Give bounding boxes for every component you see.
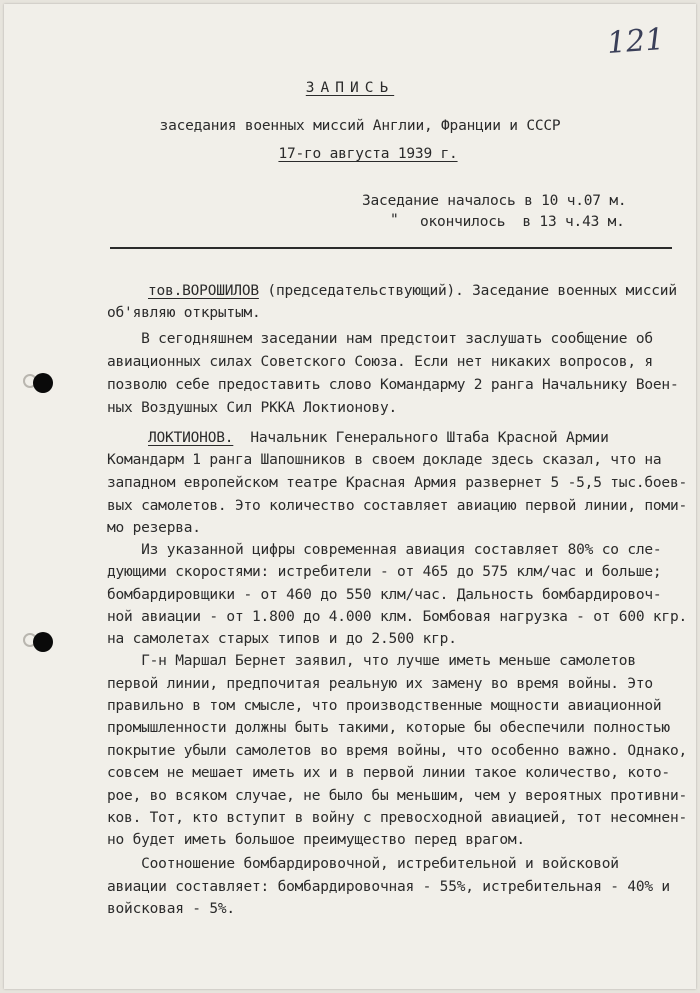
- paragraph-line: вых самолетов. Это количество составляет авиацию первой линии, поми-: [107, 498, 688, 514]
- paragraph-line: Соотношение бомбардировочной, истребительной и войсковой: [107, 856, 619, 872]
- start-time: Заседание началось в 10 ч.07 м.: [362, 193, 627, 209]
- paragraph-line: авиации составляет: бомбардировочная - 55%, истребительная - 40% и: [107, 879, 670, 895]
- paragraph-line: на самолетах старых типов и до 2.500 кгр.: [107, 631, 457, 647]
- paragraph-line: войсковая - 5%.: [107, 901, 235, 917]
- speaker-name: тов.ВОРОШИЛОВ: [148, 283, 259, 299]
- paragraph-line: позволю себе предоставить слово Командарму 2 ранга Начальнику Воен-: [107, 377, 679, 393]
- ditto-mark: ": [390, 212, 399, 228]
- paragraph-line: дующими скоростями: истребители - от 465 до 575 клм/час и больше;: [107, 564, 662, 580]
- paragraph-line: западном европейском театре Красная Армия развернет 5 -5,5 тыс.боев-: [107, 475, 688, 491]
- paragraph-line: об'являю открытым.: [107, 305, 261, 321]
- folio-number: 121: [605, 22, 666, 61]
- document-date: 17-го августа 1939 г.: [278, 146, 458, 162]
- paragraph-line: покрытие убыли самолетов во время войны, что особенно важно. Однако,: [107, 743, 688, 759]
- paragraph-line: мо резерва.: [107, 520, 201, 536]
- paragraph-line: промышленности должны быть такими, которые бы обеспечили полностью: [107, 720, 670, 736]
- paragraph-line: рое, во всяком случае, не было бы меньшим, чем у вероятных противни-: [107, 788, 688, 804]
- paragraph-line: [148, 283, 677, 299]
- paragraph-line: В сегодняшнем заседании нам предстоит заслушать сообщение об: [107, 331, 653, 347]
- paragraph-line: ной авиации - от 1.800 до 4.000 клм. Бомбовая нагрузка - от 600 кгр.: [107, 609, 688, 625]
- document-title: ЗАПИСЬ: [305, 80, 395, 96]
- speaker-name: ЛОКТИОНОВ.: [148, 430, 234, 446]
- paragraph-line: Г-н Маршал Бернет заявил, что лучше иметь меньше самолетов: [107, 653, 636, 669]
- paragraph-text: (председательствующий). Заседание военных миссий: [258, 283, 677, 299]
- paragraph-line: бомбардировщики - от 460 до 550 клм/час. Дальность бомбардировоч-: [107, 587, 662, 603]
- paragraph-line: совсем не мешает иметь их и в первой линии такое количество, кото-: [107, 765, 670, 781]
- paragraph-line: [148, 430, 609, 446]
- paragraph-line: но будет иметь большое преимущество перед врагом.: [107, 832, 525, 848]
- paragraph-line: ков. Тот, кто вступит в войну с превосходной авиацией, тот несомнен-: [107, 810, 688, 826]
- punch-hole: [33, 632, 53, 652]
- paragraph-line: Из указанной цифры современная авиация составляет 80% со сле-: [107, 542, 662, 558]
- paragraph-text: Начальник Генерального Штаба Красной Армии: [233, 430, 609, 446]
- paragraph-line: ных Воздушных Сил РККА Локтионову.: [107, 400, 398, 416]
- paragraph-line: первой линии, предпочитая реальную их замену во время войны. Это: [107, 676, 653, 692]
- paragraph-line: авиационных силах Советского Союза. Если нет никаких вопросов, я: [107, 354, 653, 370]
- paragraph-line: правильно в том смысле, что производственные мощности авиационной: [107, 698, 662, 714]
- end-time: окончилось в 13 ч.43 м.: [420, 214, 625, 230]
- paragraph-line: Командарм 1 ранга Шапошников в своем докладе здесь сказал, что на: [107, 452, 662, 468]
- header-divider: [110, 247, 672, 249]
- punch-hole: [33, 373, 53, 393]
- document-subtitle: заседания военных миссий Англии, Франции и СССР: [159, 118, 561, 134]
